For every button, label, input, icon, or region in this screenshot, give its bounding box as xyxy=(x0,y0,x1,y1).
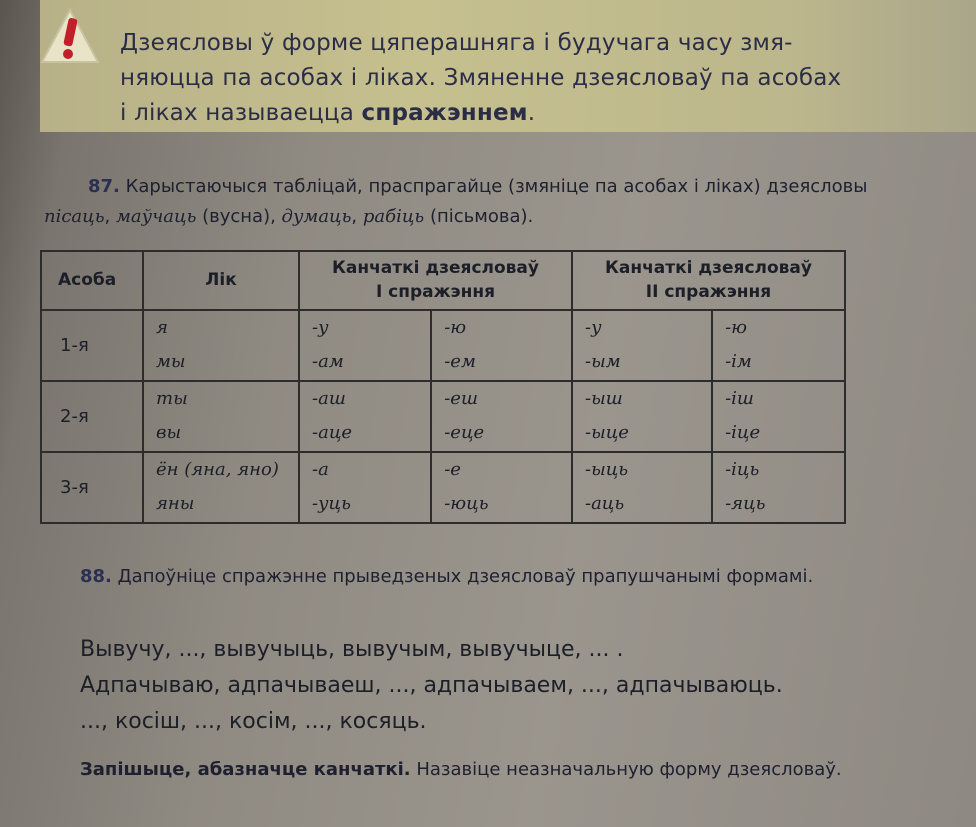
rule-line-1: Дзеясловы ў форме цяперашняга і будучага часу змя- xyxy=(120,30,793,56)
verb: маўчаць xyxy=(115,206,197,227)
rule-text xyxy=(120,26,936,131)
ending: -ыш xyxy=(584,388,623,410)
ending-cell xyxy=(299,381,431,452)
pronoun: я xyxy=(156,317,168,339)
header-conjugation-2-line2: ІІ спражэння xyxy=(645,282,772,303)
table-row xyxy=(41,310,845,381)
task xyxy=(44,756,924,784)
verb: пісаць xyxy=(44,206,105,227)
pronoun: яны xyxy=(156,493,195,515)
header-person: Асоба xyxy=(41,251,143,310)
ending: -ім xyxy=(725,351,752,373)
person-cell: 1-я xyxy=(41,310,143,381)
ending: -аць xyxy=(584,493,625,515)
ending-cell xyxy=(712,381,845,452)
rule-term: спражэннем xyxy=(361,100,528,126)
examples xyxy=(80,632,783,740)
example-line: Адпачываю, адпачываеш, ..., адпачываем, ..., адпачываюць. xyxy=(80,673,783,698)
ending: -ым xyxy=(584,351,621,373)
ending: -у xyxy=(584,317,602,339)
ending-cell xyxy=(299,452,431,523)
ending-cell xyxy=(712,452,845,523)
ending: -ыць xyxy=(584,459,629,481)
rule-line-2: няюцца па асобах і ліках. Змяненне дзеясловаў па асобах xyxy=(120,65,842,91)
ending-cell xyxy=(431,452,572,523)
ending: -юць xyxy=(444,493,489,515)
ending: -ам xyxy=(312,351,344,373)
conjugation-table xyxy=(40,250,846,524)
exercise-text: Карыстаючыся табліцай, праспрагайце (змяніце па асобах і ліках) дзеясловы xyxy=(119,176,868,197)
example-line: Вывучу, ..., вывучыць, вывучым, вывучыце, ... . xyxy=(80,637,624,662)
ending: -яць xyxy=(725,493,766,515)
header-conjugation-1 xyxy=(299,251,572,310)
rule-line-3 xyxy=(120,96,936,131)
exercise-text: Дапоўніце спражэнне прыведзеных дзеясловаў прапушчанымі формамі. xyxy=(111,566,814,587)
person-cell: 3-я xyxy=(41,452,143,523)
number-cell xyxy=(143,452,299,523)
ending-cell xyxy=(712,310,845,381)
pronoun: ты xyxy=(156,388,188,410)
ending-cell xyxy=(572,452,712,523)
ending-cell xyxy=(299,310,431,381)
table-row xyxy=(41,452,845,523)
pronoun: вы xyxy=(156,422,182,444)
separator: , xyxy=(351,206,363,227)
number-cell xyxy=(143,310,299,381)
rule-box xyxy=(40,0,976,132)
table-row xyxy=(41,381,845,452)
separator: , xyxy=(104,206,116,227)
number-cell xyxy=(143,381,299,452)
ending: -іць xyxy=(725,459,760,481)
ending: -ю xyxy=(444,317,467,339)
rule-line-3-end: . xyxy=(527,100,536,126)
rule-line-3-start: і ліках называецца xyxy=(120,100,362,126)
header-conjugation-1-line2: І спражэння xyxy=(375,282,496,303)
ending: -еш xyxy=(444,388,478,410)
pronoun: мы xyxy=(156,351,186,373)
pronoun: ён (яна, яно) xyxy=(156,459,279,481)
person-cell: 2-я xyxy=(41,381,143,452)
ending: -ем xyxy=(444,351,476,373)
ending: -ю xyxy=(725,317,748,339)
task-text: Назавіце неазначальную форму дзеясловаў. xyxy=(410,759,842,780)
table-header-row xyxy=(41,251,845,310)
header-number: Лік xyxy=(143,251,299,310)
ending: -еце xyxy=(444,422,485,444)
ending: -аш xyxy=(312,388,346,410)
ending: -іш xyxy=(725,388,754,410)
exercise-88 xyxy=(44,562,924,592)
ending: -іце xyxy=(725,422,761,444)
ending: -аце xyxy=(312,422,353,444)
exercise-number: 88. xyxy=(80,566,112,587)
exercise-text: (вусна), xyxy=(196,206,282,227)
ending: -ыце xyxy=(584,422,629,444)
header-conjugation-1-line1: Канчаткі дзеясловаў xyxy=(332,258,539,279)
exercise-text: (пісьмова). xyxy=(424,206,534,227)
ending-cell xyxy=(572,310,712,381)
ending-cell xyxy=(572,381,712,452)
ending: -е xyxy=(444,459,461,481)
verb: рабіць xyxy=(362,206,425,227)
example-line: ..., косіш, ..., косім, ..., косяць. xyxy=(80,709,427,734)
ending: -у xyxy=(312,317,329,339)
task-bold: Запішыце, абазначце канчаткі. xyxy=(80,759,411,780)
verb: думаць xyxy=(281,206,352,227)
header-conjugation-2 xyxy=(572,251,845,310)
ending-cell xyxy=(431,381,572,452)
exclamation-warning-icon xyxy=(40,8,100,64)
ending-cell xyxy=(431,310,572,381)
exercise-87 xyxy=(44,172,924,232)
ending: -а xyxy=(312,459,329,481)
header-conjugation-2-line1: Канчаткі дзеясловаў xyxy=(605,258,812,279)
exercise-number: 87. xyxy=(88,176,120,197)
ending: -уць xyxy=(312,493,351,515)
